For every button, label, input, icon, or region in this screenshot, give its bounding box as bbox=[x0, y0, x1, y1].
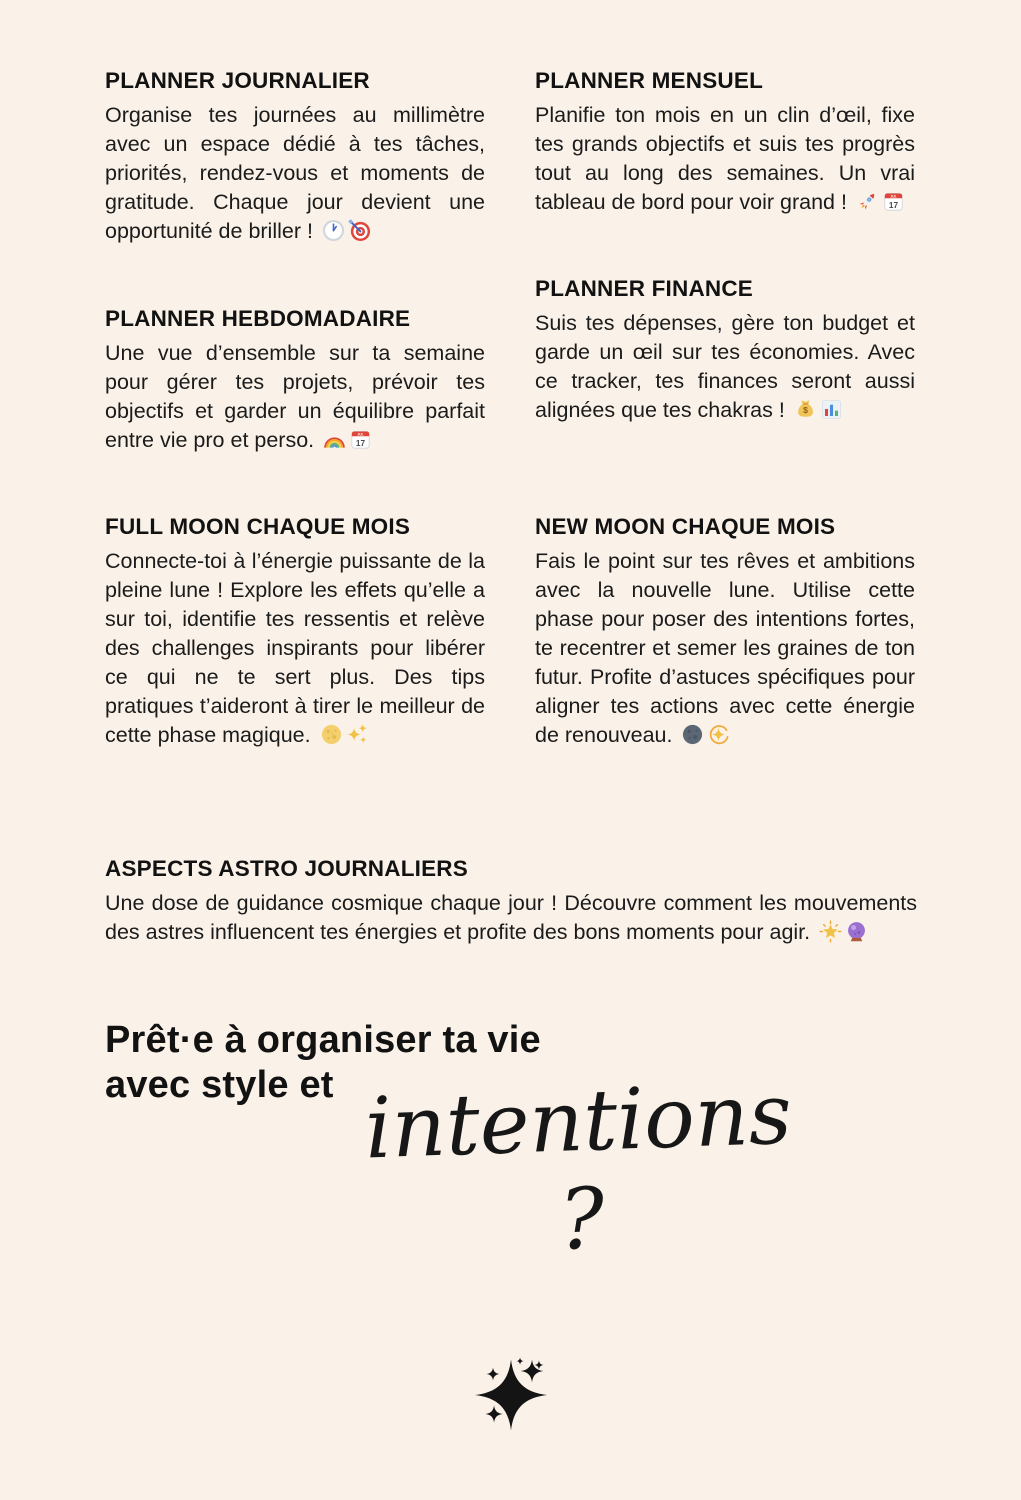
svg-text:JUL: JUL bbox=[890, 194, 897, 199]
section-body-text: Une vue d’ensemble sur ta semaine pour gérer tes projets, prévoir tes objectifs et garder un équilibre parfait entre vie pro et perso. bbox=[105, 341, 485, 452]
section-title: PLANNER HEBDOMADAIRE bbox=[105, 306, 411, 331]
svg-text:$: $ bbox=[802, 405, 808, 416]
section-title: PLANNER JOURNALIER bbox=[105, 68, 370, 93]
dart-target-icon bbox=[348, 219, 371, 242]
crystal-ball-icon bbox=[845, 920, 868, 943]
section-full-moon bbox=[105, 514, 485, 750]
svg-text:17: 17 bbox=[356, 438, 366, 448]
full-moon-icon bbox=[320, 723, 343, 746]
section-body bbox=[105, 339, 485, 455]
new-moon-icon bbox=[681, 723, 704, 746]
rainbow-icon bbox=[323, 428, 346, 451]
section-body-text: Suis tes dépenses, gère ton budget et garde un œil sur tes économies. Avec ce tracker, tes finances seront aussi alignées que tes chakras ! bbox=[535, 311, 915, 422]
calendar-icon bbox=[882, 190, 905, 213]
section-planner-hebdomadaire bbox=[105, 306, 485, 455]
section-planner-mensuel bbox=[535, 68, 915, 217]
section-title: PLANNER MENSUEL bbox=[535, 68, 764, 93]
bar-chart-icon bbox=[820, 398, 843, 421]
cta-script-text: intentions ? bbox=[363, 1064, 794, 1269]
section-title: FULL MOON CHAQUE MOIS bbox=[105, 514, 411, 539]
section-body bbox=[535, 101, 915, 217]
sparkle-cluster-icon bbox=[440, 1324, 590, 1474]
section-body-text: Fais le point sur tes rêves et ambitions avec la nouvelle lune. Utilise cette phase pour poser des intentions fortes, te recentrer et semer les graines de ton futur. Profite d’astuces spécifiques pour aligner tes actions avec cette énergie de renouveau. bbox=[535, 549, 915, 747]
svg-text:JUL: JUL bbox=[357, 432, 364, 437]
svg-text:17: 17 bbox=[888, 200, 899, 210]
section-planner-journalier bbox=[105, 68, 485, 246]
money-bag-icon bbox=[794, 398, 817, 421]
rocket-icon bbox=[856, 190, 879, 213]
dizzy-icon bbox=[707, 723, 730, 746]
section-body-text: Organise tes journées au millimètre avec un espace dédié à tes tâches, priorités, rendez-vous et moments de gratitude. Chaque jour devient une opportunité de briller ! bbox=[105, 103, 485, 243]
cta-heading-line2: avec style et bbox=[105, 1064, 334, 1106]
sparkles-icon bbox=[346, 723, 369, 746]
cta-heading-line1: Prêt·e à organiser ta vie bbox=[105, 1019, 541, 1061]
glowing-star-icon bbox=[819, 920, 842, 943]
section-body-text: Planifie ton mois en un clin d’œil, fixe tes grands objectifs et suis tes progrès tout au long des semaines. Un vrai tableau de bord pour voir grand ! bbox=[535, 103, 915, 214]
section-body bbox=[105, 889, 917, 947]
section-aspects-astro bbox=[105, 856, 917, 947]
section-title: PLANNER FINANCE bbox=[535, 276, 754, 301]
calendar-icon bbox=[349, 428, 372, 451]
section-body bbox=[105, 101, 485, 246]
section-body bbox=[535, 309, 915, 425]
section-title: NEW MOON CHAQUE MOIS bbox=[535, 514, 836, 539]
clock-icon bbox=[322, 219, 345, 242]
section-new-moon bbox=[535, 514, 915, 750]
section-body bbox=[535, 547, 915, 750]
section-title: ASPECTS ASTRO JOURNALIERS bbox=[105, 856, 468, 881]
section-planner-finance bbox=[535, 276, 915, 425]
section-body-text: Une dose de guidance cosmique chaque jour ! Découvre comment les mouvements des astres influencent tes énergies et profite des bons moments pour agir. bbox=[105, 891, 917, 944]
section-body-text: Connecte-toi à l’énergie puissante de la pleine lune ! Explore les effets qu’elle a sur toi, identifie tes ressentis et relève des challenges inspirants pour libérer ce qui ne te sert plus. Des tips pratiques t’aideront à tirer le meilleur de cette phase magique. bbox=[105, 549, 485, 747]
section-body bbox=[105, 547, 485, 750]
